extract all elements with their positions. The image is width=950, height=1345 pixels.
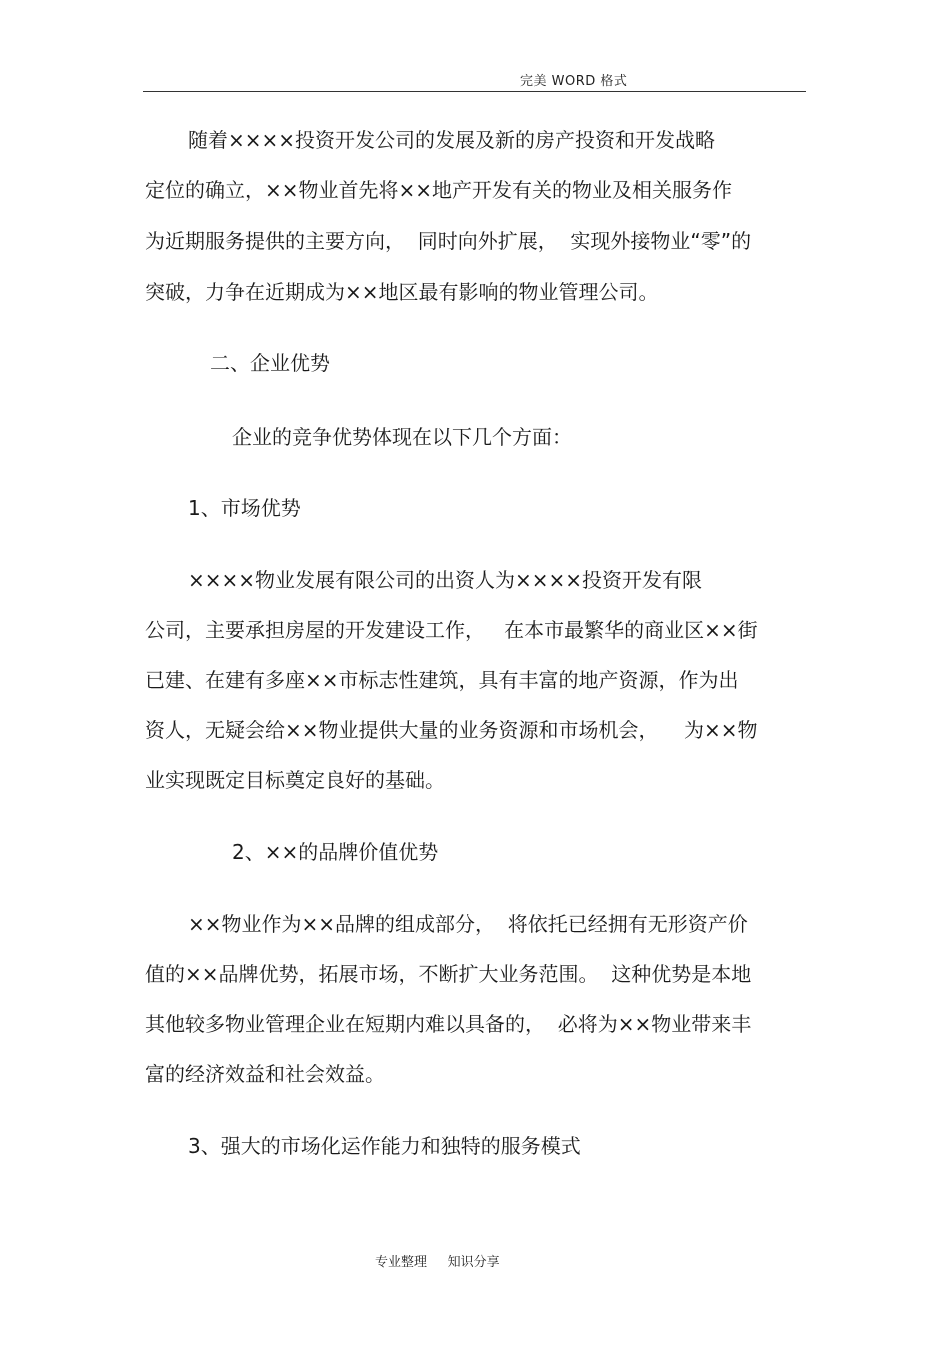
paragraph-line: 突破，力争在近期成为××地区最有影响的物业管理公司。 xyxy=(145,280,659,304)
paragraph-line: ××物业作为××品牌的组成部分， 将依托已经拥有无形资产价 xyxy=(188,912,748,936)
paragraph-line: 企业的竞争优势体现在以下几个方面： xyxy=(232,425,572,449)
paragraph-line: 为近期服务提供的主要方向， 同时向外扩展， 实现外接物业“零”的 xyxy=(145,229,752,253)
paragraph-line: ××××物业发展有限公司的出资人为××××投资开发有限 xyxy=(188,568,703,592)
paragraph-line: 富的经济效益和社会效益。 xyxy=(145,1062,385,1086)
header-title: 完美 WORD 格式 xyxy=(520,74,628,89)
subsection-heading: 1、市场优势 xyxy=(188,496,301,520)
paragraph-line: 值的××品牌优势，拓展市场，不断扩大业务范围。 这种优势是本地 xyxy=(145,962,752,986)
paragraph-line: 已建、在建有多座××市标志性建筑，具有丰富的地产资源，作为出 xyxy=(145,668,739,692)
paragraph-line: 其他较多物业管理企业在短期内难以具备的， 必将为××物业带来丰 xyxy=(145,1012,752,1036)
paragraph-line: 业实现既定目标奠定良好的基础。 xyxy=(145,768,445,792)
subsection-heading: 3、强大的市场化运作能力和独特的服务模式 xyxy=(188,1134,581,1158)
page-footer: 专业整理 知识分享 xyxy=(375,1255,500,1270)
paragraph-line: 定位的确立，××物业首先将××地产开发有关的物业及相关服务作 xyxy=(145,178,733,202)
subsection-heading: 2、××的品牌价值优势 xyxy=(232,840,439,864)
paragraph-line: 公司，主要承担房屋的开发建设工作， 在本市最繁华的商业区××街 xyxy=(145,618,758,642)
section-heading: 二、企业优势 xyxy=(210,351,330,375)
paragraph-line: 随着××××投资开发公司的发展及新的房产投资和开发战略 xyxy=(188,128,716,152)
paragraph-line: 资人，无疑会给××物业提供大量的业务资源和市场机会， 为××物 xyxy=(145,718,758,742)
header-divider xyxy=(143,91,806,92)
